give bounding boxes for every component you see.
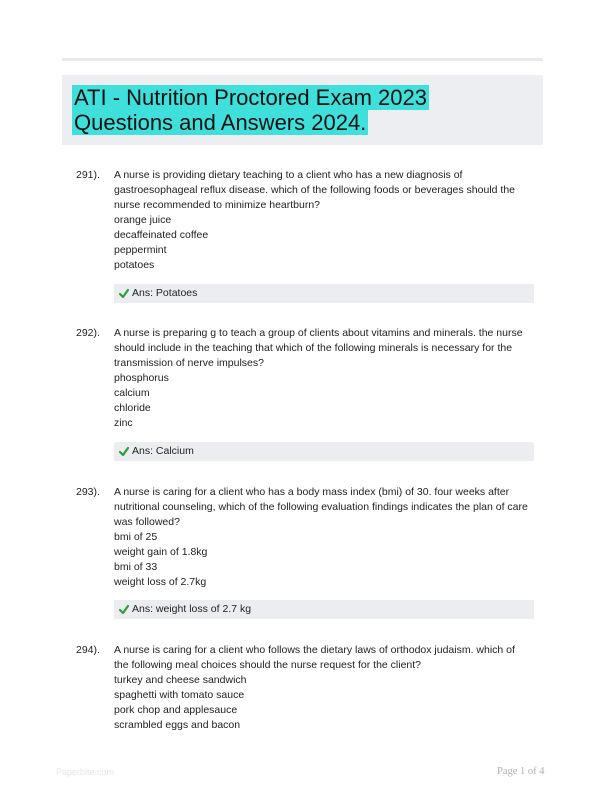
document-title: ATI - Nutrition Proctored Exam 2023 Questions and Answers 2024. — [74, 85, 427, 135]
check-icon — [119, 604, 129, 615]
question-number: 294). — [76, 644, 100, 656]
option-item: weight loss of 2.7kg — [114, 576, 207, 588]
question-text: A nurse is caring for a client who has a body mass index (bmi) of 30. four weeks after nutritional counseling, which of the following evaluation findings indicates the plan of care was followed? — [114, 486, 528, 528]
option-item: bmi of 33 — [114, 561, 158, 573]
option-item: pork chop and applesauce — [114, 704, 238, 716]
option-item: zinc — [114, 417, 133, 429]
option-item: orange juice — [114, 214, 172, 226]
option-item: calcium — [114, 387, 150, 399]
option-item: decaffeinated coffee — [114, 229, 209, 241]
option-item: scrambled eggs and bacon — [114, 719, 241, 731]
page-number: Page 1 of 4 — [497, 766, 545, 777]
answer-box — [114, 284, 534, 303]
answer-box — [114, 600, 534, 619]
answer-text: Ans: weight loss of 2.7 kg — [132, 603, 252, 615]
option-item: spaghetti with tomato sauce — [114, 689, 245, 701]
option-item: peppermint — [114, 244, 167, 256]
check-icon — [119, 446, 129, 457]
watermark-text: Paperbite.com — [56, 767, 115, 777]
answer-text: Ans: Calcium — [132, 445, 194, 457]
check-icon — [119, 288, 129, 299]
option-item: phosphorus — [114, 372, 169, 384]
option-list — [114, 530, 207, 590]
question-text: A nurse is caring for a client who follows the dietary laws of orthodox judaism. which of the following meal choices should the nurse request for the client? — [114, 644, 515, 671]
question-text: A nurse is preparing g to teach a group of clients about vitamins and minerals. the nurse should include in the teaching that which of the following minerals is necessary for the transmission of nerve impulses? — [114, 327, 523, 369]
question-number: 292). — [76, 327, 100, 339]
question-text: A nurse is providing dietary teaching to a client who has a new diagnosis of gastroesophageal reflux disease. which of the following foods or beverages should the nurse recommended to minimize heartburn? — [114, 169, 516, 211]
answer-box — [114, 442, 534, 461]
option-list — [114, 371, 169, 431]
option-item: chloride — [114, 402, 151, 414]
header-divider — [62, 58, 543, 61]
option-list — [114, 213, 208, 273]
option-list — [114, 673, 247, 733]
question-number: 291). — [76, 169, 100, 181]
option-item: turkey and cheese sandwich — [114, 674, 247, 686]
answer-text: Ans: Potatoes — [132, 287, 198, 299]
option-item: weight gain of 1.8kg — [114, 546, 208, 558]
title-banner — [62, 75, 543, 145]
question-number: 293). — [76, 486, 100, 498]
option-item: bmi of 25 — [114, 531, 158, 543]
option-item: potatoes — [114, 259, 155, 271]
